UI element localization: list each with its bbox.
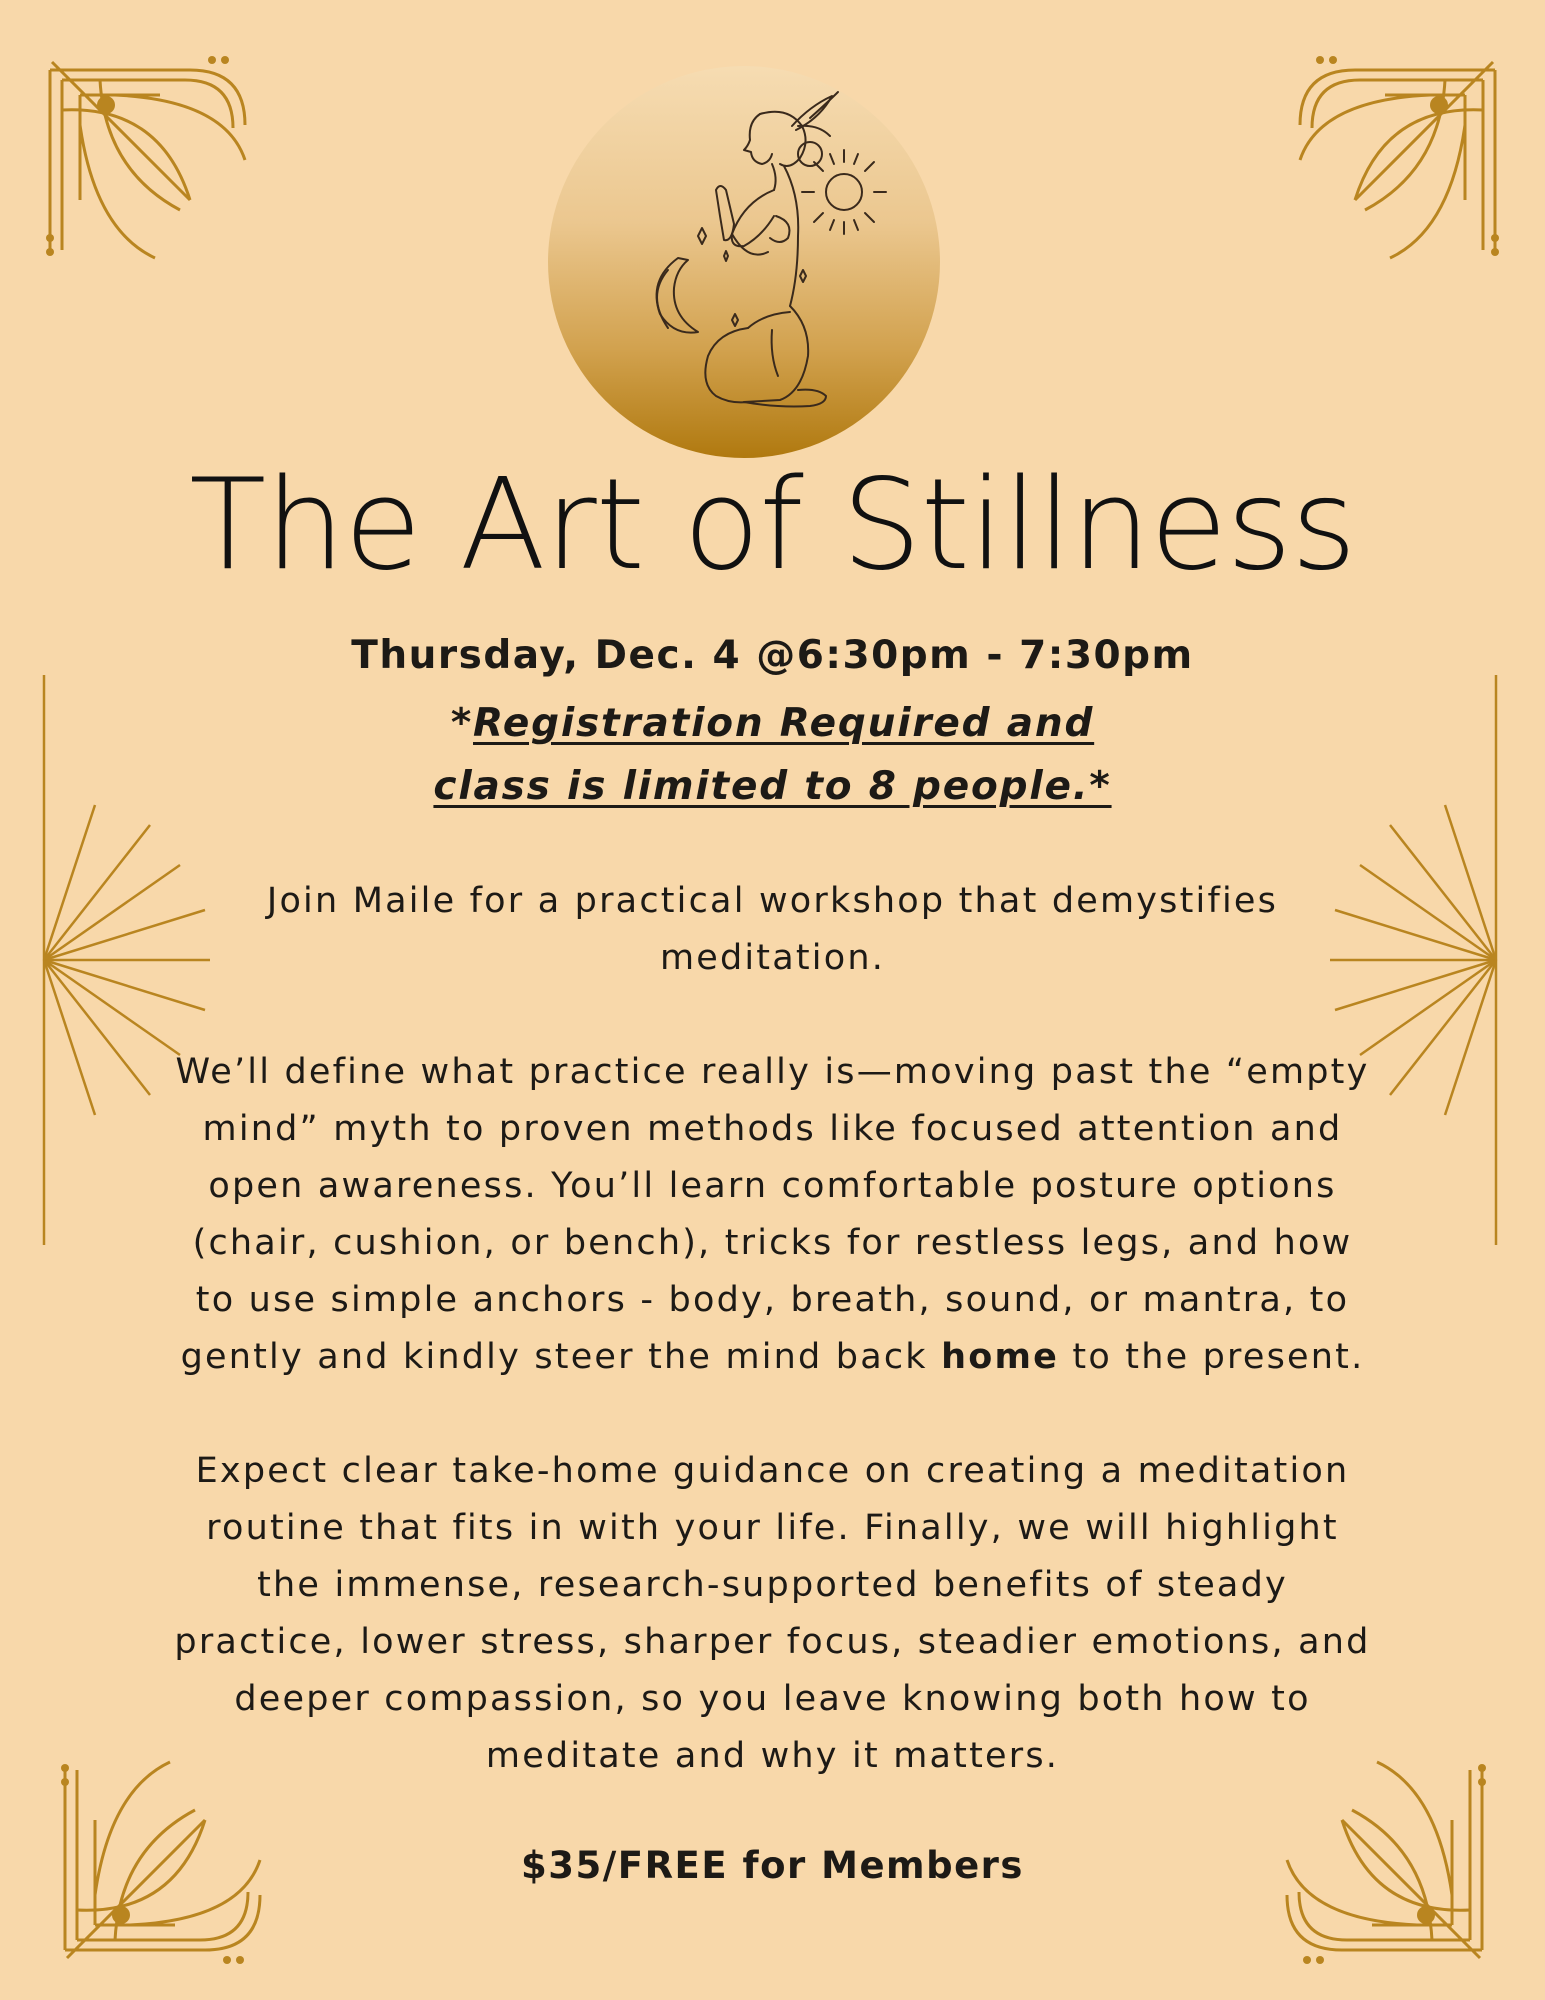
closing-line: Expect clear take-home guidance on creating a meditation [195, 1451, 1350, 1491]
meditating-woman-icon [548, 66, 940, 458]
description-text: to the present. [1059, 1337, 1365, 1377]
closing-paragraph [120, 1443, 1425, 1785]
closing-line: the immense, research-supported benefits of steady [257, 1565, 1288, 1605]
event-date-time: Thursday, Dec. 4 @6:30pm - 7:30pm [351, 633, 1194, 678]
intro-line: Join Maile for a practical workshop that demystifies [266, 881, 1279, 921]
corner-ornament-top-right-icon [1275, 50, 1505, 270]
description-line: mind” myth to proven methods like focused attention and [202, 1109, 1343, 1149]
description-last-line [120, 1329, 1425, 1386]
price-text: $35/FREE for Members [521, 1844, 1024, 1887]
description-text: gently and kindly steer the mind back [180, 1337, 942, 1377]
registration-notice [0, 692, 1545, 818]
closing-line: meditate and why it matters. [485, 1736, 1060, 1776]
corner-ornament-top-left-icon [40, 50, 270, 270]
intro-paragraph [120, 873, 1425, 987]
class-limit-text: class is limited to 8 people.* [433, 764, 1112, 809]
closing-line: deeper compassion, so you leave knowing both how to [234, 1679, 1311, 1719]
closing-line: practice, lower stress, sharper focus, steadier emotions, and [174, 1622, 1371, 1662]
registration-line-1 [0, 692, 1545, 755]
closing-line: routine that fits in with your life. Finally, we will highlight [206, 1508, 1339, 1548]
registration-required-text: Registration Required and [473, 701, 1095, 746]
intro-line: meditation. [659, 938, 886, 978]
description-line: (chair, cushion, or bench), tricks for restless legs, and how [192, 1223, 1353, 1263]
description-line: We’ll define what practice really is—moving past the “empty [175, 1052, 1370, 1092]
page-title: The Art of Stillness [189, 451, 1356, 598]
description-line: open awareness. You’ll learn comfortable posture options [208, 1166, 1337, 1206]
emphasis-home: home [941, 1337, 1060, 1377]
registration-prefix: * [450, 701, 474, 746]
description-line: to use simple anchors - body, breath, sound, or mantra, to [195, 1280, 1350, 1320]
registration-line-2 [0, 755, 1545, 818]
description-paragraph [120, 1044, 1425, 1386]
